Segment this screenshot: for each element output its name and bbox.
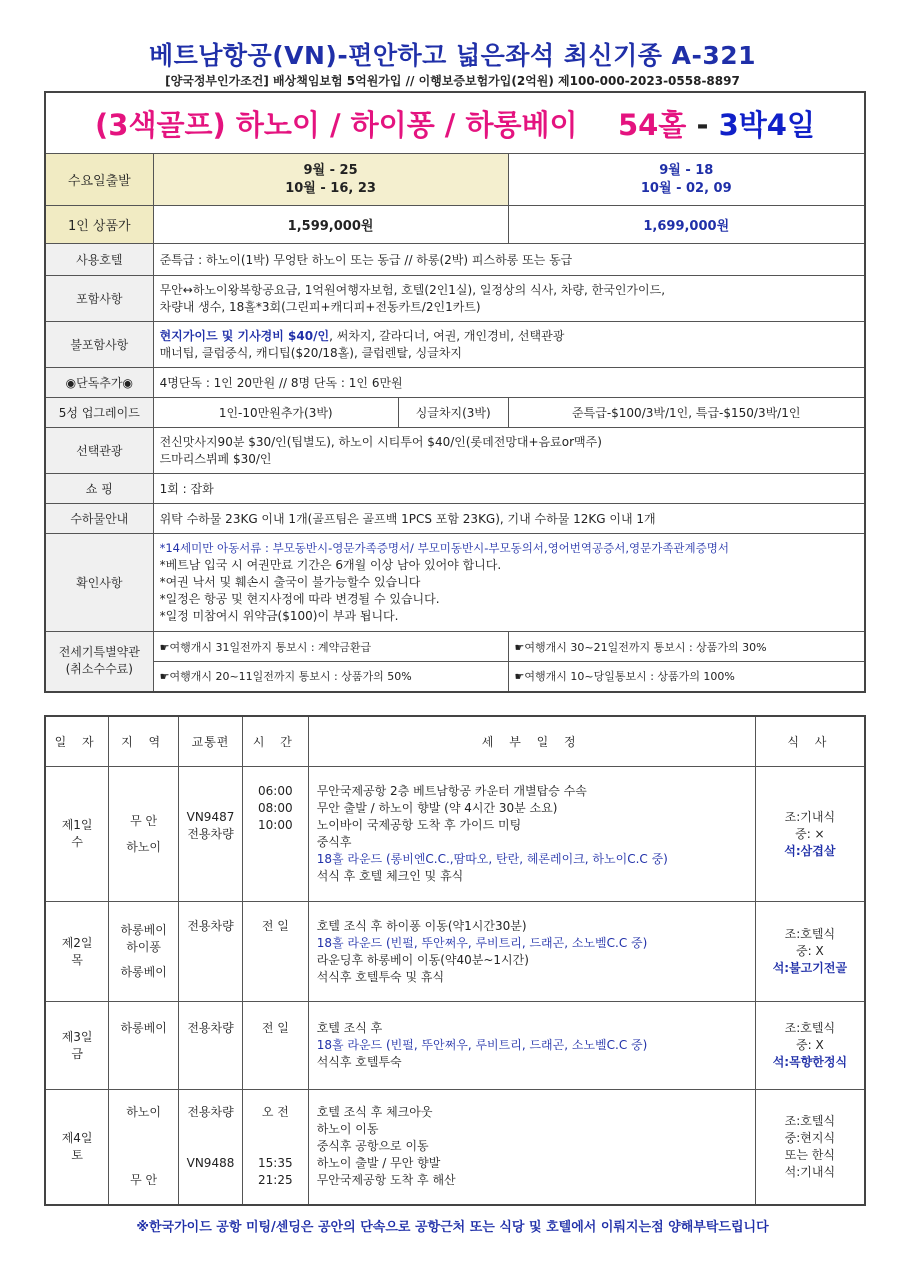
- departure-label: 수요일출발: [45, 154, 153, 206]
- excluded-label: 불포함사항: [45, 322, 153, 368]
- header-schedule: 세 부 일 정: [308, 716, 755, 767]
- product-info-table: [44, 91, 866, 693]
- day-3-transport: 전용차량: [179, 1002, 243, 1090]
- day-4-time: 오 전 15:35 21:25: [242, 1090, 308, 1205]
- included-text: 무안↔하노이왕복항공요금, 1억원여행자보험, 호텔(2인1실), 일정상의 식사, 차량, 한국인가이드, 차량내 생수, 18홀*3회(그린피+캐디피+전동카트/2인1카트): [153, 276, 865, 322]
- banner-duration: 3박4일: [718, 107, 815, 142]
- header-date: 일 자: [45, 716, 109, 767]
- included-row: [45, 276, 865, 322]
- product-banner: [45, 92, 865, 154]
- day-4-schedule: 호텔 조식 후 체크아웃 하노이 이동 중식후 공항으로 이동 하노이 출발 / 무안 향발 무안국제공항 도착 후 해산: [308, 1090, 755, 1205]
- day-1-meals: 조:기내식 중: × 석:삼겹살: [755, 767, 865, 902]
- departure-dates-a: 9월 - 25 10월 - 16, 23: [153, 154, 508, 206]
- day-3-schedule: 호텔 조식 후 18홀 라운드 (빈펄, 뚜안쩌우, 루비트리, 드래곤, 소노벨C.C 중) 석식후 호텔투숙: [308, 1002, 755, 1090]
- hotel-row: [45, 244, 865, 276]
- itinerary-table: [44, 715, 866, 1206]
- baggage-label: 수하물안내: [45, 504, 153, 534]
- upgrade-row: [45, 398, 865, 428]
- itinerary-day-1: [45, 767, 865, 902]
- header-region: 지 역: [109, 716, 179, 767]
- header-meals: 식 사: [755, 716, 865, 767]
- optional-tour-label: 선택관광: [45, 428, 153, 474]
- baggage-text: 위탁 수하물 23KG 이내 1개(골프팀은 골프백 1PCS 포함 23KG), 기내 수하물 12KG 이내 1개: [153, 504, 865, 534]
- banner-route: (3색골프) 하노이 / 하이퐁 / 하롱베이: [95, 107, 578, 142]
- notes-text: *14세미만 아동서류 : 부모동반시-영문가족증명서/ 부모미동반시-부모동의서,영어번역공증서,영문가족관계증명서 *베트남 입국 시 여권만료 기간은 6개월 이상 남아 있어야 합니다. *여권 낙서 및 훼손시 출국이 불가능할수 있습니다 *일정은 항공 및 현지사정에 따라 변경될 수 있습니다. *일정 미참여시 위약금($100)이 부과 됩니다.: [153, 534, 865, 632]
- day-4-transport: 전용차량 VN9488: [179, 1090, 243, 1205]
- header-subtitle: [양국정부인가조건] 배상책임보험 5억원가입 // 이행보증보험가입(2억원) 제100-000-2023-0558-8897: [165, 74, 740, 88]
- price-a: 1,599,000원: [153, 206, 508, 244]
- excluded-text: 현지가이드 및 기사경비 $40/인, 써차지, 갈라디너, 여권, 개인경비, 선택관광 매너팁, 클럽중식, 캐디팁($20/18홀), 클럽렌탈, 싱글차지: [153, 322, 865, 368]
- banner-holes: 54홀: [617, 107, 687, 142]
- hotel-label: 사용호텔: [45, 244, 153, 276]
- day-3-time: 전 일: [242, 1002, 308, 1090]
- day-4-date: 제4일 토: [45, 1090, 109, 1205]
- day-3-region: 하롱베이: [109, 1002, 179, 1090]
- included-label: 포함사항: [45, 276, 153, 322]
- footer-notice: ※한국가이드 공항 미팅/센딩은 공안의 단속으로 공항근처 또는 식당 및 호텔에서 이뤄지는점 양해부탁드립니다: [136, 1220, 769, 1235]
- excluded-row: [45, 322, 865, 368]
- header-transport: 교통편: [179, 716, 243, 767]
- single-add-label: ◉단독추가◉: [45, 368, 153, 398]
- cancellation-term-3: ☛여행개시 20~11일전까지 통보시 : 상품가의 50%: [153, 662, 508, 692]
- price-b: 1,699,000원: [508, 206, 865, 244]
- day-1-schedule: 무안국제공항 2층 베트남항공 카운터 개별탑승 수속 무안 출발 / 하노이 향발 (약 4시간 30분 소요) 노이바이 국제공항 도착 후 가이드 미팅 중식후 18홀 라운드 (롱비엔C.C.,땀따오, 탄란, 헤론레이크, 하노이C.C 중) 석식 후 호텔 체크인 및 휴식: [308, 767, 755, 902]
- day-3-date: 제3일 금: [45, 1002, 109, 1090]
- single-add-row: [45, 368, 865, 398]
- price-label: 1인 상품가: [45, 206, 153, 244]
- cancellation-term-4: ☛여행개시 10~당일통보시 : 상품가의 100%: [508, 662, 865, 692]
- day-2-region: 하롱베이 하이퐁 하롱베이: [109, 902, 179, 1002]
- upgrade-option-1: 1인-10만원추가(3박): [153, 398, 398, 428]
- price-row: [45, 206, 865, 244]
- day-2-meals: 조:호텔식 중: X 석:불고기전골: [755, 902, 865, 1002]
- cancellation-row-1: [45, 632, 865, 662]
- departure-row: [45, 154, 865, 206]
- day-4-meals: 조:호텔식 중:현지식 또는 한식 석:기내식: [755, 1090, 865, 1205]
- header-time: 시 간: [242, 716, 308, 767]
- upgrade-label: 5성 업그레이드: [45, 398, 153, 428]
- notes-label: 확인사항: [45, 534, 153, 632]
- cancellation-term-1: ☛여행개시 31일전까지 통보시 : 계약금환급: [153, 632, 508, 662]
- day-3-meals: 조:호텔식 중: X 석:목향한정식: [755, 1002, 865, 1090]
- baggage-row: [45, 504, 865, 534]
- hotel-text: 준특급 : 하노이(1박) 무엉탄 하노이 또는 동급 // 하롱(2박) 피스하롱 또는 동급: [153, 244, 865, 276]
- cancellation-row-2: [45, 662, 865, 692]
- day-2-date: 제2일 목: [45, 902, 109, 1002]
- optional-tour-text: 전신맛사지90분 $30/인(팁별도), 하노이 시티투어 $40/인(롯데전망대+음료or맥주) 드마리스뷔페 $30/인: [153, 428, 865, 474]
- shopping-text: 1회 : 잡화: [153, 474, 865, 504]
- day-1-date: 제1일 수: [45, 767, 109, 902]
- optional-tour-row: [45, 428, 865, 474]
- shopping-row: [45, 474, 865, 504]
- itinerary-header: [45, 716, 865, 767]
- cancellation-label: 전세기특별약관 (취소수수료): [45, 632, 153, 692]
- cancellation-term-2: ☛여행개시 30~21일전까지 통보시 : 상품가의 30%: [508, 632, 865, 662]
- itinerary-day-2: [45, 902, 865, 1002]
- shopping-label: 쇼 핑: [45, 474, 153, 504]
- upgrade-option-2: 싱글차지(3박): [398, 398, 508, 428]
- banner-dash: -: [696, 107, 709, 142]
- day-1-region: 무 안 하노이: [109, 767, 179, 902]
- day-2-schedule: 호텔 조식 후 하이퐁 이동(약1시간30분) 18홀 라운드 (빈펄, 뚜안쩌우, 루비트리, 드래곤, 소노벨C.C 중) 라운딩후 하롱베이 이동(약40분~1시간) 석식후 호텔투숙 및 휴식: [308, 902, 755, 1002]
- notes-row: [45, 534, 865, 632]
- day-4-region: 하노이 무 안: [109, 1090, 179, 1205]
- day-1-transport: VN9487 전용차량: [179, 767, 243, 902]
- departure-dates-b: 9월 - 18 10월 - 02, 09: [508, 154, 865, 206]
- itinerary-day-3: [45, 1002, 865, 1090]
- single-add-text: 4명단독 : 1인 20만원 // 8명 단독 : 1인 6만원: [153, 368, 865, 398]
- upgrade-option-3: 준특급-$100/3박/1인, 특급-$150/3박/1인: [508, 398, 865, 428]
- itinerary-day-4: [45, 1090, 865, 1205]
- day-2-transport: 전용차량: [179, 902, 243, 1002]
- day-2-time: 전 일: [242, 902, 308, 1002]
- day-1-time: 06:00 08:00 10:00: [242, 767, 308, 902]
- page-title: 베트남항공(VN)-편안하고 넓은좌석 최신기종 A-321: [148, 41, 757, 70]
